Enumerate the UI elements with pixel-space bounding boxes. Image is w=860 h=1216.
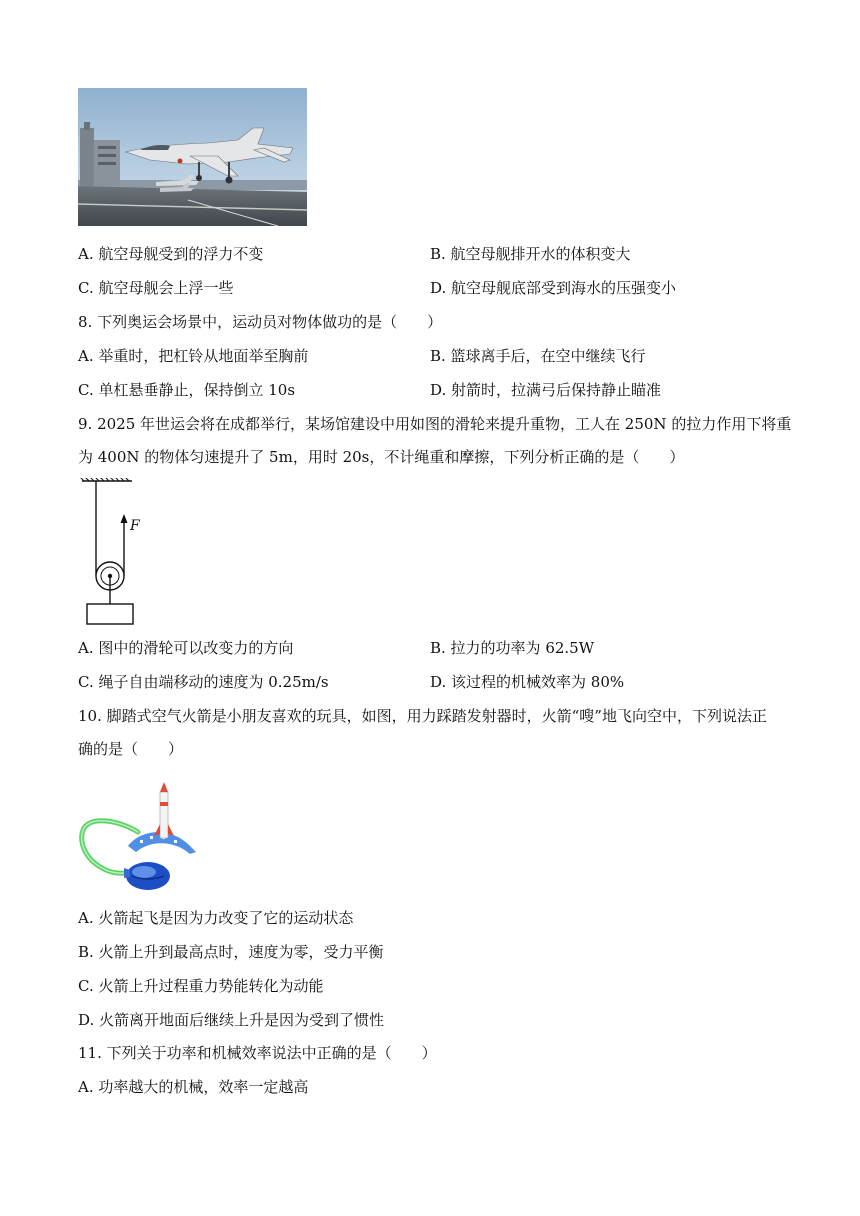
q10-option-a: A. 火箭起飞是因为力改变了它的运动状态: [78, 909, 354, 927]
q9-option-c: C. 绳子自由端移动的速度为 0.25m/s: [78, 673, 329, 691]
carrier-jet-photo: [78, 88, 307, 226]
q7-option-c: C. 航空母舰会上浮一些: [78, 279, 234, 297]
q9-option-a: A. 图中的滑轮可以改变力的方向: [78, 639, 294, 657]
q10-stem-line1: 10. 脚踏式空气火箭是小朋友喜欢的玩具，如图，用力踩踏发射器时，火箭“嗖”地飞向空中，下列说法正: [78, 707, 767, 725]
q8-option-b: B. 篮球离手后，在空中继续飞行: [430, 347, 646, 365]
force-label: F: [130, 518, 140, 534]
q8-option-d: D. 射箭时，拉满弓后保持静止瞄准: [430, 381, 662, 399]
q11-option-a: A. 功率越大的机械，效率一定越高: [78, 1078, 309, 1096]
q9-stem-line1: 9. 2025 年世运会将在成都举行，某场馆建设中用如图的滑轮来提升重物，工人在 250N 的拉力作用下将重: [78, 415, 792, 433]
air-rocket-toy-image: [78, 782, 202, 894]
q8-option-c: C. 单杠悬垂静止，保持倒立 10s: [78, 381, 296, 399]
q10-option-d: D. 火箭离开地面后继续上升是因为受到了惯性: [78, 1011, 385, 1029]
q7-option-b: B. 航空母舰排开水的体积变大: [430, 245, 631, 263]
q7-option-a: A. 航空母舰受到的浮力不变: [78, 245, 264, 263]
q11-stem: 11. 下列关于功率和机械效率说法中正确的是（ ）: [78, 1044, 437, 1062]
q10-option-b: B. 火箭上升到最高点时，速度为零，受力平衡: [78, 943, 384, 961]
q9-option-b: B. 拉力的功率为 62.5W: [430, 639, 595, 657]
q9-stem-line2: 为 400N 的物体匀速提升了 5m，用时 20s，不计绳重和摩擦，下列分析正确的是（ ）: [78, 448, 685, 466]
pulley-diagram: [78, 478, 158, 628]
q9-option-d: D. 该过程的机械效率为 80%: [430, 673, 625, 691]
q8-option-a: A. 举重时，把杠铃从地面举至胸前: [78, 347, 309, 365]
q8-stem: 8. 下列奥运会场景中，运动员对物体做功的是（ ）: [78, 313, 443, 331]
q10-option-c: C. 火箭上升过程重力势能转化为动能: [78, 977, 324, 995]
q10-stem-line2: 确的是（ ）: [78, 740, 184, 758]
q7-option-d: D. 航空母舰底部受到海水的压强变小: [430, 279, 677, 297]
